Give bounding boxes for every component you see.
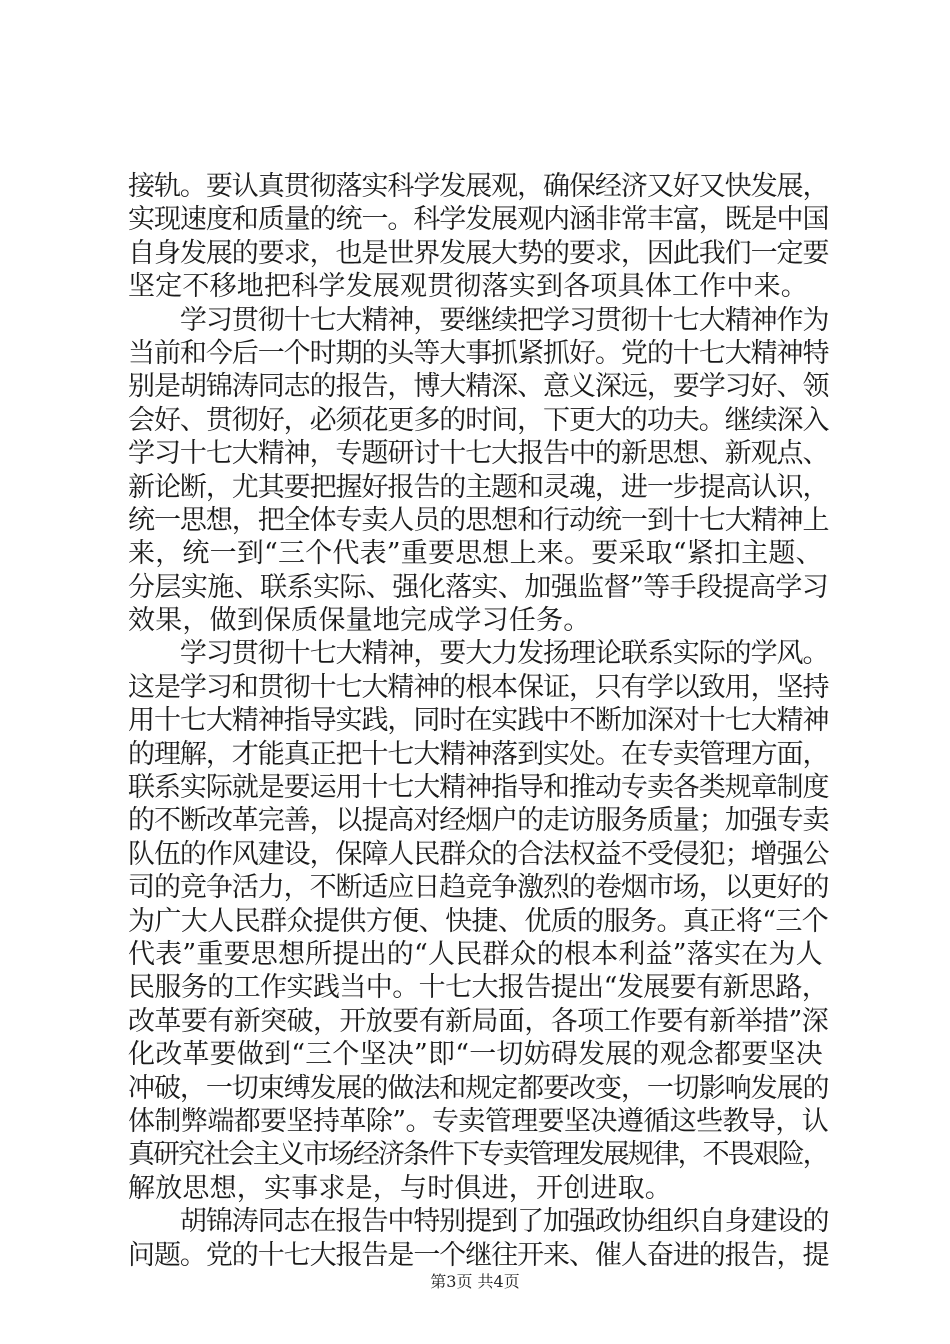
- text-line: 冲破，一切束缚发展的做法和规定都要改变，一切影响发展的: [128, 1072, 829, 1104]
- text-line: 统一思想，把全体专卖人员的思想和行动统一到十七大精神上: [128, 504, 829, 536]
- body-text: [128, 170, 828, 1272]
- text-line: 化改革要做到“三个坚决”即“一切妨碍发展的观念都要坚决: [128, 1039, 823, 1071]
- page-footer: 第3页 共4页: [430, 1272, 520, 1291]
- text-line: 实现速度和质量的统一。科学发展观内涵非常丰富，既是中国: [128, 204, 829, 236]
- text-line: 分层实施、联系实际、强化落实、加强监督”等手段提高学习: [128, 571, 829, 603]
- text-line: 自身发展的要求，也是世界发展大势的要求，因此我们一定要: [128, 237, 829, 269]
- text-line: 联系实际就是要运用十七大精神指导和推动专卖各类规章制度: [128, 772, 829, 804]
- text-line: 体制弊端都要坚持革除”。专卖管理要坚决遵循这些教导，认: [128, 1105, 829, 1137]
- text-line: 解放思想，实事求是，与时俱进，开创进取。: [128, 1172, 672, 1204]
- text-line: 学习贯彻十七大精神，要大力发扬理论联系实际的学风。: [128, 638, 829, 670]
- text-line: 司的竞争活力，不断适应日趋竞争激烈的卷烟市场，以更好的: [128, 872, 829, 904]
- text-line: 坚定不移地把科学发展观贯彻落实到各项具体工作中来。: [128, 271, 808, 303]
- text-line: 的理解，才能真正把十七大精神落到实处。在专卖管理方面，: [128, 738, 829, 770]
- text-line: 民服务的工作实践当中。十七大报告提出“发展要有新思路，: [128, 972, 829, 1004]
- text-line: 效果，做到保质保量地完成学习任务。: [128, 605, 591, 637]
- text-line: 这是学习和贯彻十七大精神的根本保证，只有学以致用，坚持: [128, 671, 829, 703]
- text-line: 真研究社会主义市场经济条件下专卖管理发展规律，不畏艰险，: [128, 1139, 828, 1171]
- text-line: 学习十七大精神，专题研讨十七大报告中的新思想、新观点、: [128, 438, 829, 470]
- text-line: 的不断改革完善，以提高对经烟户的走访服务质量；加强专卖: [128, 805, 829, 837]
- text-line: 为广大人民群众提供方便、快捷、优质的服务。真正将“三个: [128, 905, 829, 937]
- text-line: 代表”重要思想所提出的“人民群众的根本利益”落实在为人: [128, 938, 823, 970]
- text-line: 别是胡锦涛同志的报告，博大精深、意义深远，要学习好、领: [128, 371, 829, 403]
- text-line: 队伍的作风建设，保障人民群众的合法权益不受侵犯；增强公: [128, 838, 829, 870]
- text-line: 来，统一到“三个代表”重要思想上来。要采取“紧扣主题、: [128, 538, 823, 570]
- text-line: 会好、贯彻好，必须花更多的时间，下更大的功夫。继续深入: [128, 404, 829, 436]
- text-line: 改革要有新突破，开放要有新局面，各项工作要有新举措”深: [128, 1005, 829, 1037]
- text-line: 新论断，尤其要把握好报告的主题和灵魂，进一步提高认识，: [128, 471, 829, 503]
- text-line: 胡锦涛同志在报告中特别提到了加强政协组织自身建设的: [128, 1206, 829, 1238]
- text-line: 接轨。要认真贯彻落实科学发展观，确保经济又好又快发展，: [128, 171, 829, 202]
- text-line: 学习贯彻十七大精神，要继续把学习贯彻十七大精神作为: [128, 304, 829, 336]
- text-line: 当前和今后一个时期的头等大事抓紧抓好。党的十七大精神特: [128, 337, 829, 369]
- text-line: 用十七大精神指导实践，同时在实践中不断加深对十七大精神: [128, 705, 829, 737]
- text-line: 问题。党的十七大报告是一个继往开来、催人奋进的报告，提: [128, 1239, 829, 1271]
